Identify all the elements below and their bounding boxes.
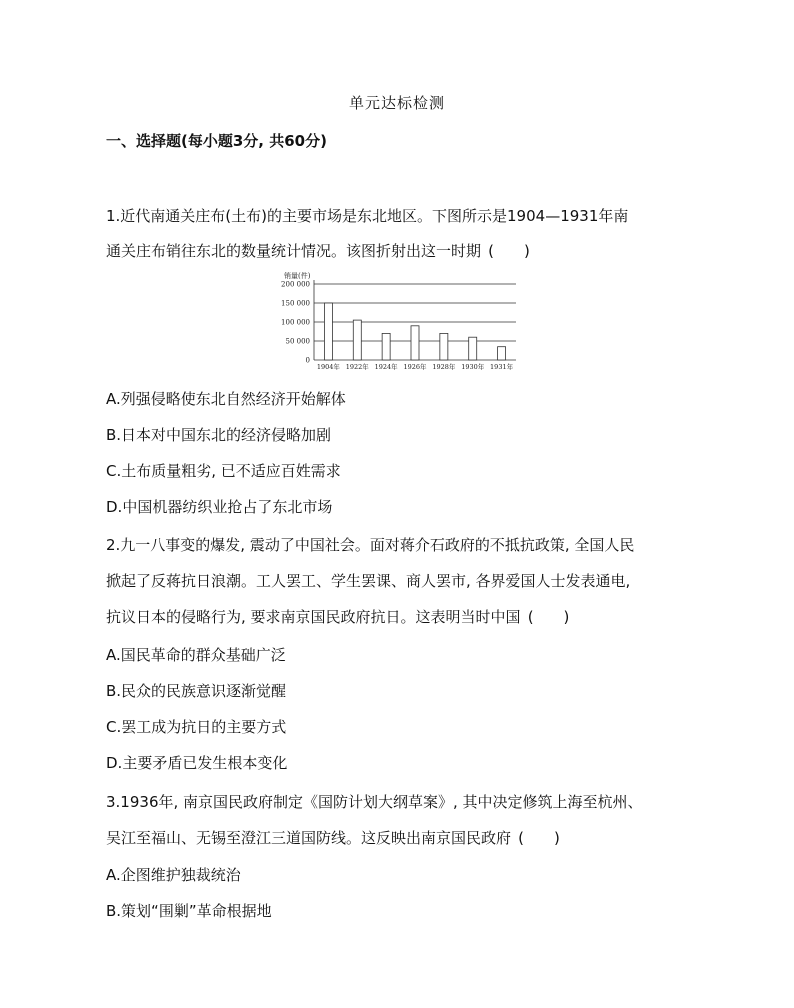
q1-option-a[interactable]: A.列强侵略使东北自然经济开始解体 [106,390,346,408]
q2-stem-line-1: 2.九一八事变的爆发, 震动了中国社会。面对蒋介石政府的不抵抗政策, 全国人民 [106,536,635,554]
q3-stem-line-1: 3.1936年, 南京国民政府制定《国防计划大纲草案》, 其中决定修筑上海至杭州、 [106,793,643,811]
chart-ytick-label: 100 000 [281,318,310,327]
q1-option-c[interactable]: C.土布质量粗劣, 已不适应百姓需求 [106,462,341,480]
chart-xtick-label: 1928年 [432,363,456,371]
q2-stem-text: 抗议日本的侵略行为, 要求南京国民政府抗日。这表明当时中国 [106,608,521,626]
section-heading: 一、选择题(每小题3分, 共60分) [106,132,327,150]
sales-bar-chart [268,268,522,376]
q1-stem-line-2 [106,240,537,261]
chart-xtick-label: 1930年 [461,363,485,371]
q3-answer-paren: ( ) [518,829,560,847]
chart-xtick-label: 1926年 [403,363,427,371]
q2-option-c[interactable]: C.罢工成为抗日的主要方式 [106,718,287,736]
chart-bar [440,333,448,360]
q1-stem-line-1: 1.近代南通关庄布(土布)的主要市场是东北地区。下图所示是1904—1931年南 [106,207,629,225]
q2-stem-line-3 [106,606,577,627]
chart-ytick-label: 50 000 [285,337,310,346]
chart-ytick-label: 0 [305,356,310,365]
q1-option-b[interactable]: B.日本对中国东北的经济侵略加剧 [106,426,332,444]
chart-xtick-label: 1922年 [345,363,369,371]
q2-option-a[interactable]: A.国民革命的群众基础广泛 [106,646,286,664]
chart-ylabel: 销量(件) [284,272,311,280]
chart-xtick-label: 1904年 [316,363,340,371]
q2-option-b[interactable]: B.民众的民族意识逐渐觉醒 [106,682,287,700]
chart-svg [268,268,522,376]
chart-bar [498,347,506,360]
q2-stem-line-2: 掀起了反蒋抗日浪潮。工人罢工、学生罢课、商人罢市, 各界爱国人士发表通电, [106,572,631,590]
q3-stem-text: 吴江至福山、无锡至澄江三道国防线。这反映出南京国民政府 [106,829,512,847]
q1-stem-text: 通关庄布销往东北的数量统计情况。该图折射出这一时期 [106,242,482,260]
chart-xtick-label: 1931年 [490,363,514,371]
chart-bar [382,333,390,360]
q3-option-b[interactable]: B.策划“围剿”革命根据地 [106,902,272,920]
q3-stem-line-2 [106,827,567,848]
chart-xtick-label: 1924年 [374,363,398,371]
q2-answer-paren: ( ) [527,608,570,626]
chart-bar [411,326,419,360]
q2-option-d[interactable]: D.主要矛盾已发生根本变化 [106,754,288,772]
q1-answer-paren: ( ) [488,242,530,260]
chart-bar [469,337,477,360]
chart-bar [353,320,361,360]
chart-ytick-label: 200 000 [281,280,310,289]
q1-option-d[interactable]: D.中国机器纺织业抢占了东北市场 [106,498,333,516]
page-title: 单元达标检测 [348,94,445,112]
chart-bar [324,303,332,360]
q3-option-a[interactable]: A.企图维护独裁统治 [106,866,241,884]
chart-ytick-label: 150 000 [281,299,310,308]
